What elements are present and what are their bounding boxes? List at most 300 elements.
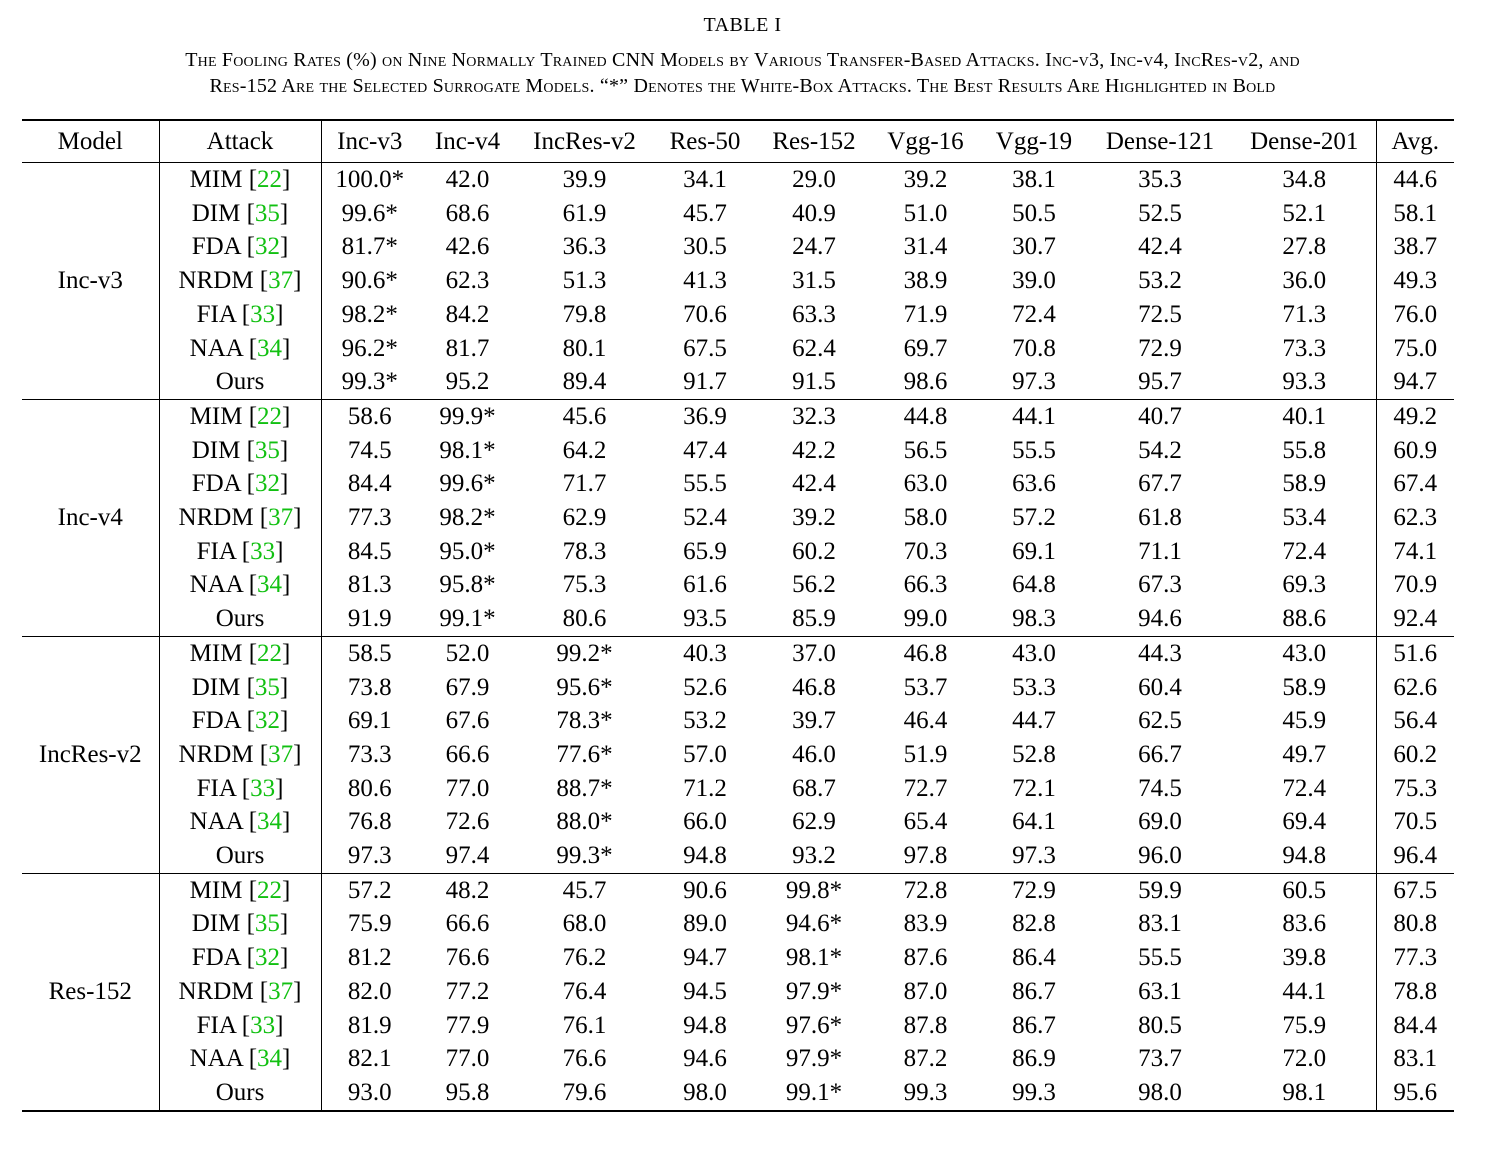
citation-link[interactable]: 32 bbox=[254, 233, 280, 261]
value-cell: 87.8 bbox=[903, 1011, 948, 1039]
attack-cell: MIM [22] bbox=[159, 873, 321, 907]
citation-link[interactable]: 35 bbox=[254, 910, 280, 938]
citation-link[interactable]: 33 bbox=[250, 1011, 276, 1039]
value-cell: 69.0 bbox=[1138, 808, 1182, 836]
value-cell: 56.5 bbox=[903, 436, 948, 464]
value-cell: 84.2 bbox=[445, 300, 490, 328]
attack-name: FIA bbox=[196, 1011, 236, 1039]
attack-name: DIM bbox=[191, 199, 241, 227]
avg-cell: 96.4 bbox=[1393, 842, 1438, 870]
value-cell: 65.9 bbox=[683, 537, 727, 565]
value-cell: 76.6 bbox=[562, 1045, 607, 1073]
value-cell: 77.6* bbox=[556, 740, 613, 768]
value-cell: 77.2 bbox=[445, 977, 490, 1005]
value-cell: 98.0 bbox=[1138, 1078, 1182, 1106]
value-cell: 93.5 bbox=[683, 605, 727, 633]
value-cell: 87.0 bbox=[903, 977, 948, 1005]
value-cell: 94.8 bbox=[683, 842, 727, 870]
value-cell: 97.9* bbox=[785, 977, 843, 1005]
attack-cell: MIM [22] bbox=[159, 163, 321, 197]
value-cell: 98.1 bbox=[1233, 1076, 1376, 1111]
avg-cell: 67.4 bbox=[1393, 470, 1438, 498]
group-res-152 bbox=[22, 873, 1454, 1110]
model-cell: Inc-v4 bbox=[22, 399, 159, 636]
value-cell: 79.8 bbox=[562, 300, 607, 328]
attack-name: NRDM bbox=[178, 740, 254, 768]
attack-cell bbox=[159, 839, 321, 873]
value-cell: 72.4 bbox=[1012, 300, 1056, 328]
value-cell: 50.5 bbox=[1012, 199, 1056, 227]
avg-cell: 95.6 bbox=[1393, 1078, 1438, 1106]
header-dense-201: Dense-201 bbox=[1233, 120, 1376, 163]
value-cell: 81.9 bbox=[347, 1011, 392, 1039]
value-cell: 84.5 bbox=[347, 537, 392, 565]
value-cell: 78.3* bbox=[556, 707, 613, 735]
attack-cell: DIM [35] bbox=[159, 434, 321, 468]
avg-cell: 77.3 bbox=[1393, 944, 1438, 972]
value-cell: 93.3 bbox=[1233, 365, 1376, 399]
attack-name: Ours bbox=[215, 842, 265, 870]
value-cell: 45.7 bbox=[683, 199, 727, 227]
citation-link[interactable]: 37 bbox=[268, 740, 294, 768]
value-cell: 69.3 bbox=[1233, 568, 1376, 602]
value-cell: 52.4 bbox=[683, 504, 727, 532]
avg-cell: 49.3 bbox=[1393, 267, 1438, 295]
value-cell: 71.2 bbox=[683, 774, 727, 802]
attack-name: FDA bbox=[191, 707, 241, 735]
value-cell: 39.7 bbox=[792, 707, 836, 735]
attack-cell: NRDM [37] bbox=[159, 975, 321, 1009]
citation-link[interactable]: 32 bbox=[254, 944, 280, 972]
avg-cell: 75.3 bbox=[1393, 774, 1438, 802]
attack-cell: NRDM [37] bbox=[159, 501, 321, 535]
value-cell: 99.3* bbox=[341, 368, 398, 396]
citation-link[interactable]: 35 bbox=[254, 436, 280, 464]
attack-name: NAA bbox=[189, 334, 243, 362]
value-cell: 27.8 bbox=[1233, 230, 1376, 264]
citation-link[interactable]: 33 bbox=[250, 537, 276, 565]
attack-name: DIM bbox=[191, 436, 241, 464]
value-cell: 52.6 bbox=[683, 673, 727, 701]
value-cell: 39.2 bbox=[792, 504, 836, 532]
table-row bbox=[22, 197, 1454, 231]
value-cell: 90.6* bbox=[341, 267, 398, 295]
value-cell: 100.0* bbox=[335, 166, 405, 193]
value-cell: 98.2* bbox=[439, 504, 496, 532]
attack-name: FDA bbox=[191, 233, 241, 261]
value-cell: 63.0 bbox=[903, 470, 948, 498]
avg-cell: 75.0 bbox=[1393, 334, 1438, 362]
value-cell: 68.0 bbox=[562, 910, 607, 938]
attack-name: MIM bbox=[189, 402, 243, 430]
value-cell: 86.9 bbox=[1012, 1045, 1056, 1073]
header-vgg-16: Vgg-16 bbox=[870, 120, 981, 163]
value-cell: 60.4 bbox=[1138, 673, 1182, 701]
value-cell: 45.9 bbox=[1233, 704, 1376, 738]
attack-cell: NAA [34] bbox=[159, 568, 321, 602]
value-cell: 72.1 bbox=[1012, 774, 1056, 802]
value-cell: 80.6 bbox=[347, 774, 392, 802]
value-cell: 44.3 bbox=[1138, 639, 1182, 667]
value-cell: 93.0 bbox=[347, 1078, 392, 1106]
citation-link[interactable]: 22 bbox=[257, 402, 283, 430]
value-cell: 53.7 bbox=[903, 673, 948, 701]
value-cell: 98.1* bbox=[439, 436, 496, 464]
value-cell: 58.9 bbox=[1233, 467, 1376, 501]
value-cell: 98.3 bbox=[1012, 605, 1056, 633]
avg-cell: 94.7 bbox=[1393, 368, 1438, 396]
value-cell: 65.4 bbox=[903, 808, 948, 836]
table-row bbox=[22, 230, 1454, 264]
citation-link[interactable]: 35 bbox=[254, 199, 280, 227]
value-cell: 80.6 bbox=[562, 605, 607, 633]
value-cell: 76.6 bbox=[445, 944, 490, 972]
attack-name: MIM bbox=[189, 166, 243, 193]
attack-cell bbox=[159, 1076, 321, 1111]
attack-cell: MIM [22] bbox=[159, 399, 321, 433]
value-cell: 30.7 bbox=[1012, 233, 1056, 261]
table-row bbox=[22, 975, 1454, 1009]
value-cell: 79.6 bbox=[562, 1078, 607, 1106]
value-cell: 95.7 bbox=[1138, 368, 1182, 396]
value-cell: 91.5 bbox=[792, 368, 836, 396]
value-cell: 80.5 bbox=[1138, 1011, 1182, 1039]
value-cell: 82.1 bbox=[347, 1045, 392, 1073]
attack-name: FIA bbox=[196, 774, 236, 802]
attack-name: DIM bbox=[191, 673, 241, 701]
value-cell: 68.7 bbox=[792, 774, 836, 802]
value-cell: 64.2 bbox=[562, 436, 607, 464]
value-cell: 86.7 bbox=[1012, 1011, 1056, 1039]
citation-link[interactable]: 34 bbox=[257, 334, 283, 362]
attack-cell: DIM [35] bbox=[159, 907, 321, 941]
table-row bbox=[22, 873, 1454, 907]
value-cell: 73.3 bbox=[1233, 332, 1376, 366]
avg-cell: 62.6 bbox=[1393, 673, 1438, 701]
value-cell: 61.8 bbox=[1138, 504, 1182, 532]
value-cell: 97.4 bbox=[445, 842, 490, 870]
avg-cell: 44.6 bbox=[1393, 166, 1438, 193]
avg-cell: 49.2 bbox=[1393, 402, 1438, 430]
avg-cell: 38.7 bbox=[1393, 233, 1438, 261]
value-cell: 97.9* bbox=[785, 1045, 843, 1073]
value-cell: 97.6* bbox=[785, 1011, 843, 1039]
attack-cell: DIM [35] bbox=[159, 197, 321, 231]
value-cell: 60.5 bbox=[1233, 873, 1376, 907]
value-cell: 96.0 bbox=[1138, 842, 1182, 870]
value-cell: 67.3 bbox=[1138, 571, 1182, 599]
value-cell: 45.7 bbox=[562, 876, 607, 904]
avg-cell: 62.3 bbox=[1393, 504, 1438, 532]
value-cell: 96.2* bbox=[341, 334, 398, 362]
model-cell: IncRes-v2 bbox=[22, 636, 159, 873]
table-row bbox=[22, 535, 1454, 569]
table-row bbox=[22, 671, 1454, 705]
value-cell: 51.0 bbox=[903, 199, 948, 227]
value-cell: 88.0* bbox=[556, 808, 613, 836]
value-cell: 36.9 bbox=[683, 402, 727, 430]
value-cell: 72.8 bbox=[903, 876, 948, 904]
table-row bbox=[22, 636, 1454, 670]
value-cell: 62.9 bbox=[792, 808, 836, 836]
value-cell: 53.2 bbox=[683, 707, 727, 735]
value-cell: 77.9 bbox=[445, 1011, 490, 1039]
value-cell: 83.6 bbox=[1233, 907, 1376, 941]
value-cell: 45.6 bbox=[562, 402, 607, 430]
value-cell: 46.0 bbox=[792, 740, 836, 768]
value-cell: 95.0* bbox=[439, 537, 496, 565]
value-cell: 57.2 bbox=[347, 876, 392, 904]
value-cell: 72.9 bbox=[1012, 876, 1056, 904]
value-cell: 67.9 bbox=[445, 673, 490, 701]
value-cell: 57.0 bbox=[683, 740, 727, 768]
value-cell: 76.2 bbox=[562, 944, 607, 972]
value-cell: 75.9 bbox=[1233, 1009, 1376, 1043]
value-cell: 62.9 bbox=[562, 504, 607, 532]
attack-cell: FDA [32] bbox=[159, 941, 321, 975]
attack-name: NRDM bbox=[178, 977, 254, 1005]
value-cell: 99.3 bbox=[903, 1078, 948, 1106]
value-cell: 97.3 bbox=[1012, 842, 1056, 870]
attack-cell bbox=[159, 365, 321, 399]
value-cell: 72.4 bbox=[1233, 772, 1376, 806]
value-cell: 99.1* bbox=[439, 605, 496, 633]
citation-link[interactable]: 34 bbox=[257, 808, 283, 836]
value-cell: 55.5 bbox=[1012, 436, 1056, 464]
value-cell: 94.8 bbox=[683, 1011, 727, 1039]
value-cell: 99.3 bbox=[1012, 1078, 1056, 1106]
attack-name: FIA bbox=[196, 300, 236, 328]
table-row bbox=[22, 738, 1454, 772]
citation-link[interactable]: 34 bbox=[257, 571, 283, 599]
attack-cell: FIA [33] bbox=[159, 535, 321, 569]
attack-cell: FDA [32] bbox=[159, 467, 321, 501]
table-row bbox=[22, 772, 1454, 806]
value-cell: 73.7 bbox=[1138, 1045, 1182, 1073]
value-cell: 81.3 bbox=[347, 571, 392, 599]
attack-name: DIM bbox=[191, 910, 241, 938]
value-cell: 62.4 bbox=[792, 334, 836, 362]
value-cell: 94.6 bbox=[1138, 605, 1182, 633]
value-cell: 98.6 bbox=[903, 368, 948, 396]
value-cell: 46.4 bbox=[903, 707, 948, 735]
value-cell: 55.5 bbox=[1138, 944, 1182, 972]
citation-link[interactable]: 37 bbox=[268, 504, 294, 532]
citation-link[interactable]: 22 bbox=[257, 166, 283, 193]
value-cell: 71.9 bbox=[903, 300, 948, 328]
value-cell: 63.1 bbox=[1138, 977, 1182, 1005]
citation-link[interactable]: 33 bbox=[250, 774, 276, 802]
value-cell: 78.3 bbox=[562, 537, 607, 565]
value-cell: 53.3 bbox=[1012, 673, 1056, 701]
value-cell: 81.7* bbox=[341, 233, 398, 261]
value-cell: 46.8 bbox=[903, 639, 948, 667]
citation-link[interactable]: 37 bbox=[268, 977, 294, 1005]
value-cell: 39.8 bbox=[1233, 941, 1376, 975]
value-cell: 49.7 bbox=[1233, 738, 1376, 772]
header-incres-v2: IncRes-v2 bbox=[517, 120, 652, 163]
value-cell: 39.2 bbox=[903, 166, 948, 193]
value-cell: 62.5 bbox=[1138, 707, 1182, 735]
value-cell: 72.5 bbox=[1138, 300, 1182, 328]
value-cell: 73.3 bbox=[347, 740, 392, 768]
group-inc-v4 bbox=[22, 399, 1454, 636]
value-cell: 71.1 bbox=[1138, 537, 1182, 565]
value-cell: 77.3 bbox=[347, 504, 392, 532]
avg-cell: 74.1 bbox=[1393, 537, 1438, 565]
value-cell: 70.8 bbox=[1012, 334, 1056, 362]
citation-link[interactable]: 22 bbox=[257, 639, 283, 667]
value-cell: 91.7 bbox=[683, 368, 727, 396]
citation-link[interactable]: 32 bbox=[254, 707, 280, 735]
value-cell: 69.4 bbox=[1233, 805, 1376, 839]
value-cell: 94.8 bbox=[1233, 839, 1376, 873]
attack-name: MIM bbox=[189, 876, 243, 904]
value-cell: 53.4 bbox=[1233, 501, 1376, 535]
attack-cell: FIA [33] bbox=[159, 1009, 321, 1043]
value-cell: 44.7 bbox=[1012, 707, 1056, 735]
value-cell: 44.8 bbox=[903, 402, 948, 430]
avg-cell: 56.4 bbox=[1393, 707, 1438, 735]
value-cell: 86.4 bbox=[1012, 944, 1056, 972]
value-cell: 61.6 bbox=[683, 571, 727, 599]
value-cell: 39.0 bbox=[1012, 267, 1056, 295]
value-cell: 77.0 bbox=[445, 1045, 490, 1073]
value-cell: 59.9 bbox=[1138, 876, 1182, 904]
value-cell: 36.3 bbox=[562, 233, 607, 261]
value-cell: 52.1 bbox=[1233, 197, 1376, 231]
table-row bbox=[22, 704, 1454, 738]
value-cell: 42.4 bbox=[1138, 233, 1182, 261]
header-dense-121: Dense-121 bbox=[1087, 120, 1233, 163]
value-cell: 76.8 bbox=[347, 808, 392, 836]
table-row bbox=[22, 434, 1454, 468]
avg-cell: 60.2 bbox=[1393, 740, 1438, 768]
citation-link[interactable]: 32 bbox=[254, 470, 280, 498]
table-row bbox=[22, 332, 1454, 366]
value-cell: 76.1 bbox=[562, 1011, 607, 1039]
value-cell: 61.9 bbox=[562, 199, 607, 227]
value-cell: 35.3 bbox=[1138, 166, 1182, 193]
value-cell: 75.3 bbox=[562, 571, 607, 599]
value-cell: 34.1 bbox=[683, 166, 727, 193]
value-cell: 62.3 bbox=[445, 267, 490, 295]
citation-link[interactable]: 22 bbox=[257, 876, 283, 904]
table-row bbox=[22, 1009, 1454, 1043]
citation-link[interactable]: 34 bbox=[257, 1045, 283, 1073]
value-cell: 47.4 bbox=[683, 436, 727, 464]
citation-link[interactable]: 35 bbox=[254, 673, 280, 701]
value-cell: 91.9 bbox=[347, 605, 392, 633]
avg-cell: 76.0 bbox=[1393, 300, 1438, 328]
value-cell: 70.6 bbox=[683, 300, 727, 328]
citation-link[interactable]: 37 bbox=[268, 267, 294, 295]
attack-name: Ours bbox=[215, 368, 265, 396]
value-cell: 63.3 bbox=[792, 300, 836, 328]
value-cell: 69.7 bbox=[903, 334, 948, 362]
value-cell: 58.5 bbox=[347, 639, 392, 667]
avg-cell: 70.5 bbox=[1393, 808, 1438, 836]
value-cell: 94.5 bbox=[683, 977, 727, 1005]
value-cell: 70.3 bbox=[903, 537, 948, 565]
value-cell: 98.1* bbox=[785, 944, 843, 972]
value-cell: 67.7 bbox=[1138, 470, 1182, 498]
header-attack: Attack bbox=[159, 120, 321, 163]
table-row bbox=[22, 839, 1454, 873]
value-cell: 98.0 bbox=[683, 1078, 727, 1106]
avg-cell: 51.6 bbox=[1393, 639, 1438, 667]
value-cell: 56.2 bbox=[792, 571, 836, 599]
value-cell: 42.0 bbox=[445, 166, 490, 193]
value-cell: 58.0 bbox=[903, 504, 948, 532]
value-cell: 64.8 bbox=[1012, 571, 1056, 599]
value-cell: 24.7 bbox=[792, 233, 836, 261]
value-cell: 29.0 bbox=[792, 166, 836, 193]
value-cell: 72.4 bbox=[1233, 535, 1376, 569]
value-cell: 77.0 bbox=[445, 774, 490, 802]
value-cell: 88.6 bbox=[1233, 602, 1376, 636]
attack-cell: NAA [34] bbox=[159, 1042, 321, 1076]
attack-name: NAA bbox=[189, 571, 243, 599]
value-cell: 98.2* bbox=[341, 300, 398, 328]
table-row bbox=[22, 501, 1454, 535]
attack-name: NAA bbox=[189, 808, 243, 836]
value-cell: 74.5 bbox=[347, 436, 392, 464]
avg-cell: 78.8 bbox=[1393, 977, 1438, 1005]
results-table bbox=[22, 119, 1454, 1112]
value-cell: 66.3 bbox=[903, 571, 948, 599]
value-cell: 95.8* bbox=[439, 571, 496, 599]
value-cell: 97.3 bbox=[1012, 368, 1056, 396]
value-cell: 94.7 bbox=[683, 944, 727, 972]
value-cell: 66.6 bbox=[445, 910, 490, 938]
caption-line-2: Res-152 Are the Selected Surrogate Models. “*” Denotes the White-Box Attacks. The Best Results Are Highlighted in Bold bbox=[209, 75, 1276, 97]
value-cell: 60.2 bbox=[792, 537, 836, 565]
value-cell: 40.1 bbox=[1233, 399, 1376, 433]
value-cell: 89.0 bbox=[683, 910, 727, 938]
value-cell: 63.6 bbox=[1012, 470, 1056, 498]
attack-name: FDA bbox=[191, 944, 241, 972]
table-row bbox=[22, 399, 1454, 433]
value-cell: 42.4 bbox=[792, 470, 836, 498]
value-cell: 72.0 bbox=[1233, 1042, 1376, 1076]
value-cell: 48.2 bbox=[445, 876, 490, 904]
value-cell: 83.9 bbox=[903, 910, 948, 938]
header-inc-v4: Inc-v4 bbox=[418, 120, 517, 163]
value-cell: 31.5 bbox=[792, 267, 836, 295]
value-cell: 40.9 bbox=[792, 199, 836, 227]
value-cell: 66.0 bbox=[683, 808, 727, 836]
header-row bbox=[22, 120, 1454, 163]
header-avg: Avg. bbox=[1376, 120, 1454, 163]
value-cell: 51.3 bbox=[562, 267, 607, 295]
attack-cell: NAA [34] bbox=[159, 805, 321, 839]
attack-cell: MIM [22] bbox=[159, 636, 321, 670]
model-cell: Inc-v3 bbox=[22, 163, 159, 400]
value-cell: 46.8 bbox=[792, 673, 836, 701]
value-cell: 94.6 bbox=[683, 1045, 727, 1073]
value-cell: 99.1* bbox=[785, 1078, 843, 1106]
group-inc-v3 bbox=[22, 163, 1454, 400]
table-row bbox=[22, 941, 1454, 975]
attack-name: FIA bbox=[196, 537, 236, 565]
value-cell: 55.5 bbox=[683, 470, 727, 498]
citation-link[interactable]: 33 bbox=[250, 300, 276, 328]
value-cell: 69.1 bbox=[347, 707, 392, 735]
table-label: TABLE I bbox=[703, 14, 782, 36]
attack-cell bbox=[159, 602, 321, 636]
value-cell: 38.1 bbox=[1012, 166, 1056, 193]
